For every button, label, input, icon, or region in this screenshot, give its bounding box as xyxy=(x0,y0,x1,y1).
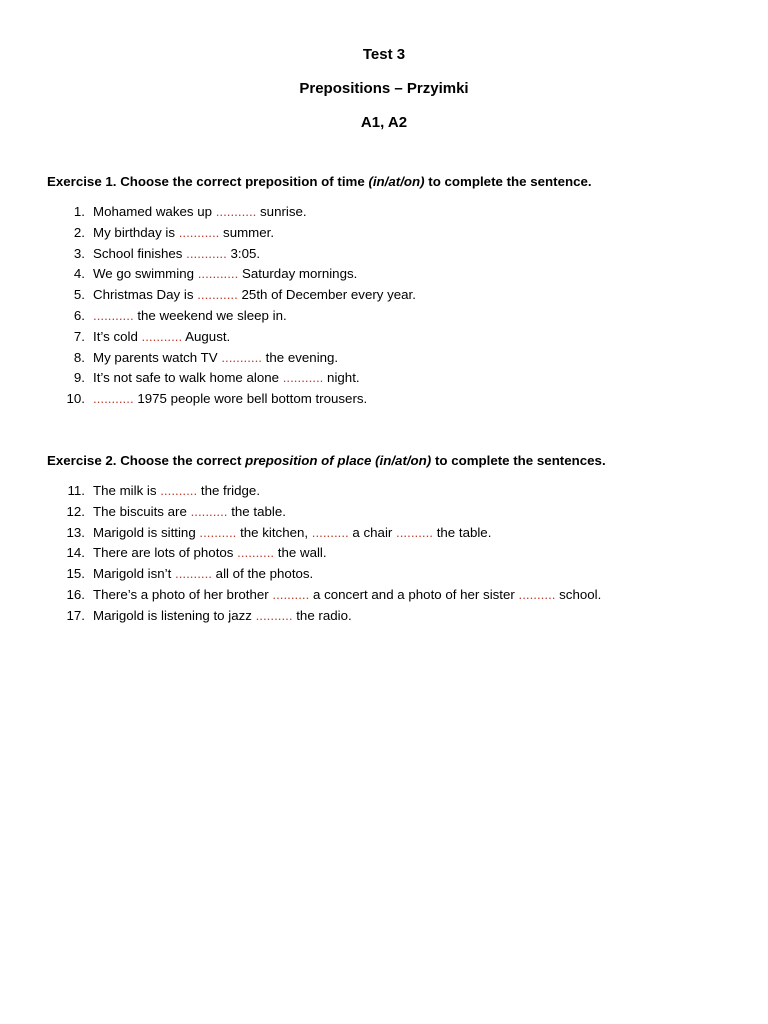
sentence-text: Marigold is listening to jazz xyxy=(93,607,256,623)
sentence-text: night. xyxy=(323,370,360,386)
answer-blank[interactable]: .......... xyxy=(396,524,433,540)
answer-blank[interactable]: .......... xyxy=(255,607,293,623)
item-sentence xyxy=(93,287,416,302)
item-sentence xyxy=(93,204,307,219)
sentence-text: There’s a photo of her brother xyxy=(93,586,273,602)
exercise-2-heading-post: to complete the sentences. xyxy=(431,453,606,468)
answer-blank[interactable]: .......... xyxy=(237,545,275,561)
answer-blank[interactable]: .......... xyxy=(311,524,349,540)
exercise-1-heading-em: (in/at/on) xyxy=(368,174,425,189)
item-sentence xyxy=(93,350,338,365)
item-number: 2. xyxy=(73,224,85,240)
sentence-text: Marigold is sitting xyxy=(93,524,200,540)
sentence-text: My birthday is xyxy=(93,224,179,240)
sentence-text: The biscuits are xyxy=(93,503,191,519)
sentence-text: Saturday mornings. xyxy=(238,266,358,282)
item-sentence xyxy=(93,370,360,385)
sentence-text: the wall. xyxy=(274,545,327,561)
sentence-text: August. xyxy=(182,328,231,344)
item-number: 17. xyxy=(66,607,85,623)
sentence-text: Christmas Day is xyxy=(93,287,198,303)
item-sentence xyxy=(93,545,327,560)
sentence-text: 25th of December every year. xyxy=(237,287,416,303)
item-number: 4. xyxy=(73,266,85,282)
answer-blank[interactable]: ........... xyxy=(178,224,220,240)
answer-blank[interactable]: .......... xyxy=(272,586,310,602)
sentence-text: The milk is xyxy=(93,483,161,498)
sentence-text: School finishes xyxy=(93,245,187,261)
sentence-text: the radio. xyxy=(292,607,352,623)
item-number: 8. xyxy=(73,349,85,365)
item-number: 11. xyxy=(67,483,85,498)
item-sentence xyxy=(93,608,352,623)
answer-blank[interactable]: ........... xyxy=(221,349,262,365)
item-sentence xyxy=(93,587,601,602)
sentence-text: 1975 people wore bell bottom trousers. xyxy=(133,391,368,407)
item-number: 12. xyxy=(66,503,85,519)
answer-blank[interactable]: .......... xyxy=(175,566,212,582)
answer-blank[interactable]: ........... xyxy=(93,307,134,323)
item-number: 15. xyxy=(66,566,85,582)
sentence-text: a chair xyxy=(348,524,397,540)
sentence-text: the evening. xyxy=(261,349,339,365)
sentence-text: summer. xyxy=(219,224,275,240)
sentence-text: school. xyxy=(555,586,602,602)
answer-blank[interactable]: .......... xyxy=(199,524,237,540)
answer-blank[interactable]: ........... xyxy=(282,370,324,386)
sentence-text: It’s cold xyxy=(93,328,142,344)
sentence-text: the kitchen, xyxy=(236,524,312,540)
item-number: 7. xyxy=(73,328,85,344)
sentence-text: the fridge. xyxy=(197,483,261,498)
sentence-text: sunrise. xyxy=(256,204,307,219)
item-number: 14. xyxy=(66,545,85,561)
exercise-2-heading-pre: Exercise 2. Choose the correct xyxy=(47,453,246,468)
sentence-text: It’s not safe to walk home alone xyxy=(93,370,283,386)
level-label: A1, A2 xyxy=(360,114,408,131)
exercise-1-heading xyxy=(47,174,592,189)
answer-blank[interactable]: ........... xyxy=(197,287,238,303)
item-sentence xyxy=(93,225,274,240)
item-sentence xyxy=(93,329,230,344)
answer-blank[interactable]: .......... xyxy=(190,503,228,519)
answer-blank[interactable]: ........... xyxy=(93,391,134,407)
item-number: 10. xyxy=(66,391,85,407)
item-number: 6. xyxy=(73,307,85,323)
sentence-text: the weekend we sleep in. xyxy=(133,307,287,323)
item-sentence xyxy=(93,266,357,281)
item-sentence xyxy=(93,483,260,498)
item-sentence xyxy=(93,246,260,261)
page-title: Test 3 xyxy=(362,46,406,63)
item-number: 1. xyxy=(73,204,85,219)
item-number: 5. xyxy=(73,287,85,303)
answer-blank[interactable]: ........... xyxy=(215,204,257,219)
sentence-text: Marigold isn’t xyxy=(93,566,176,582)
sentence-text: 3:05. xyxy=(226,245,261,261)
sentence-text: a concert and a photo of her sister xyxy=(309,586,519,602)
exercise-2-heading xyxy=(47,453,606,468)
sentence-text: There are lots of photos xyxy=(93,545,238,561)
exercise-1-heading-post: to complete the sentence. xyxy=(424,174,592,189)
item-sentence xyxy=(93,566,313,581)
item-number: 9. xyxy=(73,370,85,386)
sentence-text: We go swimming xyxy=(93,266,198,282)
item-number: 3. xyxy=(73,245,85,261)
sentence-text: all of the photos. xyxy=(211,566,314,582)
answer-blank[interactable]: .......... xyxy=(160,483,198,498)
item-sentence xyxy=(93,391,367,406)
exercise-1-heading-pre: Exercise 1. Choose the correct preposition of time xyxy=(47,174,369,189)
item-sentence xyxy=(93,308,287,323)
exercise-2-heading-em: preposition of place (in/at/on) xyxy=(245,453,432,468)
page-subtitle: Prepositions – Przyimki xyxy=(299,80,469,97)
item-number: 13. xyxy=(66,524,85,540)
sentence-text: the table. xyxy=(433,524,492,540)
item-sentence xyxy=(93,525,491,540)
item-number: 16. xyxy=(66,586,85,602)
answer-blank[interactable]: ........... xyxy=(186,245,227,261)
sentence-text: Mohamed wakes up xyxy=(93,204,216,219)
answer-blank[interactable]: ........... xyxy=(197,266,239,282)
item-sentence xyxy=(93,504,286,519)
answer-blank[interactable]: .......... xyxy=(518,586,556,602)
answer-blank[interactable]: ........... xyxy=(141,328,183,344)
sentence-text: the table. xyxy=(227,503,286,519)
sentence-text: My parents watch TV xyxy=(93,349,222,365)
